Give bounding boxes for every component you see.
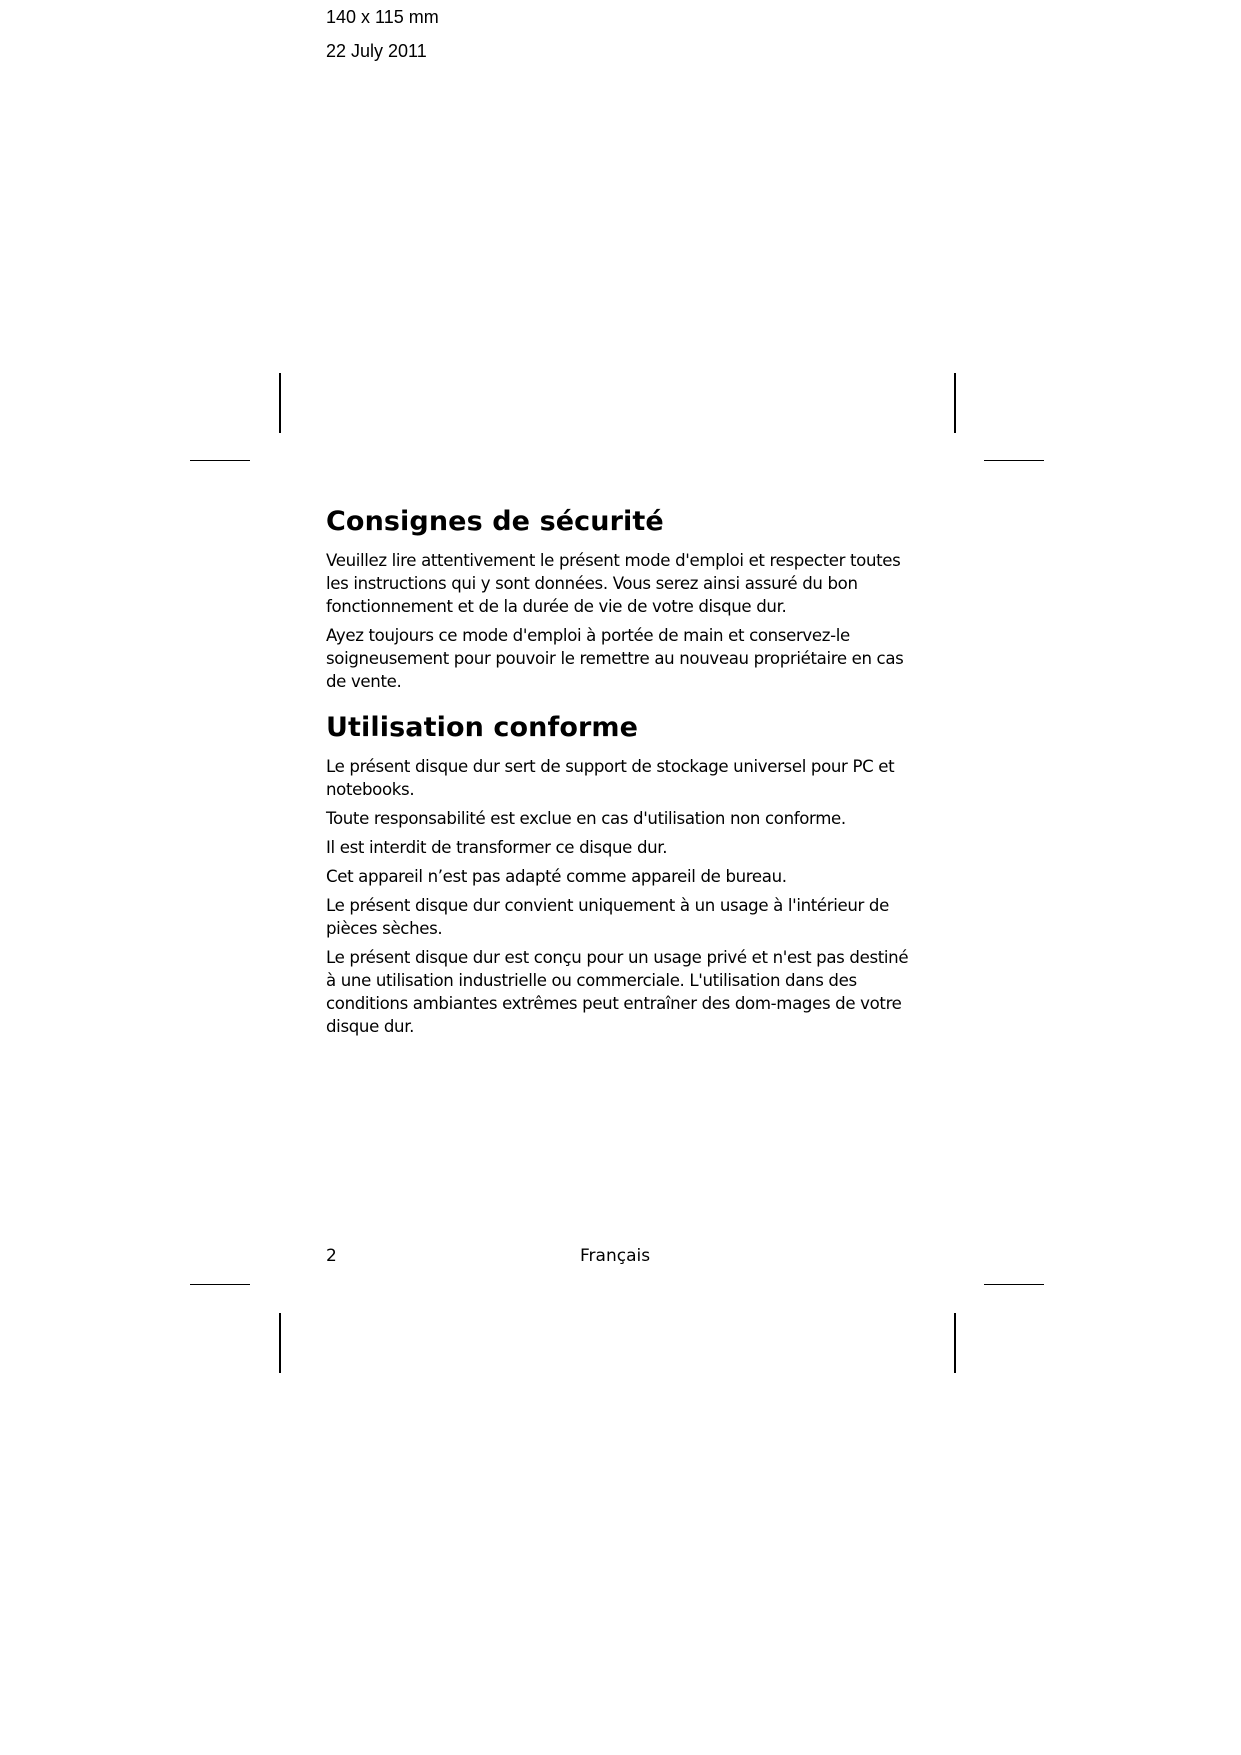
page-language: Français <box>580 1246 651 1266</box>
paragraph: Il est interdit de transformer ce disque dur. <box>326 838 668 857</box>
page-number: 2 <box>326 1246 337 1266</box>
paragraph: Toute responsabilité est exclue en cas d'utilisation non conforme. <box>326 809 846 828</box>
print-date-label: 22 July 2011 <box>326 41 427 61</box>
paragraph: Le présent disque dur sert de support de stockage universel pour PC et notebooks. <box>326 757 895 799</box>
paragraph: Le présent disque dur est conçu pour un usage privé et n'est pas destiné à une utilisation industrielle ou commerciale. L'utilisation dans des conditions ambiantes extrêmes peut entraîner des dom-mages de votre disque dur. <box>326 948 909 1036</box>
section-safety <box>326 505 916 693</box>
document-content <box>326 505 916 1044</box>
paragraph: Ayez toujours ce mode d'emploi à portée de main et conservez-le soigneusement pour pouvoir le remettre au nouveau propriétaire en cas de vente. <box>326 626 904 691</box>
crop-mark-top-right-vertical <box>954 373 956 433</box>
crop-mark-top-left-horizontal <box>190 460 250 461</box>
crop-mark-bottom-left-horizontal <box>190 1284 250 1285</box>
crop-mark-bottom-left-vertical <box>279 1313 281 1373</box>
section-intended-use <box>326 711 916 1038</box>
crop-mark-bottom-right-horizontal <box>984 1284 1044 1285</box>
section-title-intended-use: Utilisation conforme <box>326 712 639 743</box>
paragraph: Le présent disque dur convient uniquement à un usage à l'intérieur de pièces sèches. <box>326 896 889 938</box>
print-size-label: 140 x 115 mm <box>326 7 439 27</box>
crop-mark-top-left-vertical <box>279 373 281 433</box>
crop-mark-bottom-right-vertical <box>954 1313 956 1373</box>
section-title-safety: Consignes de sécurité <box>326 506 664 537</box>
crop-mark-top-right-horizontal <box>984 460 1044 461</box>
paragraph: Cet appareil n’est pas adapté comme appareil de bureau. <box>326 867 787 886</box>
paragraph: Veuillez lire attentivement le présent mode d'emploi et respecter toutes les instructions qui y sont données. Vous serez ainsi assuré du bon fonctionnement et de la durée de vie de votre disque dur. <box>326 551 901 616</box>
